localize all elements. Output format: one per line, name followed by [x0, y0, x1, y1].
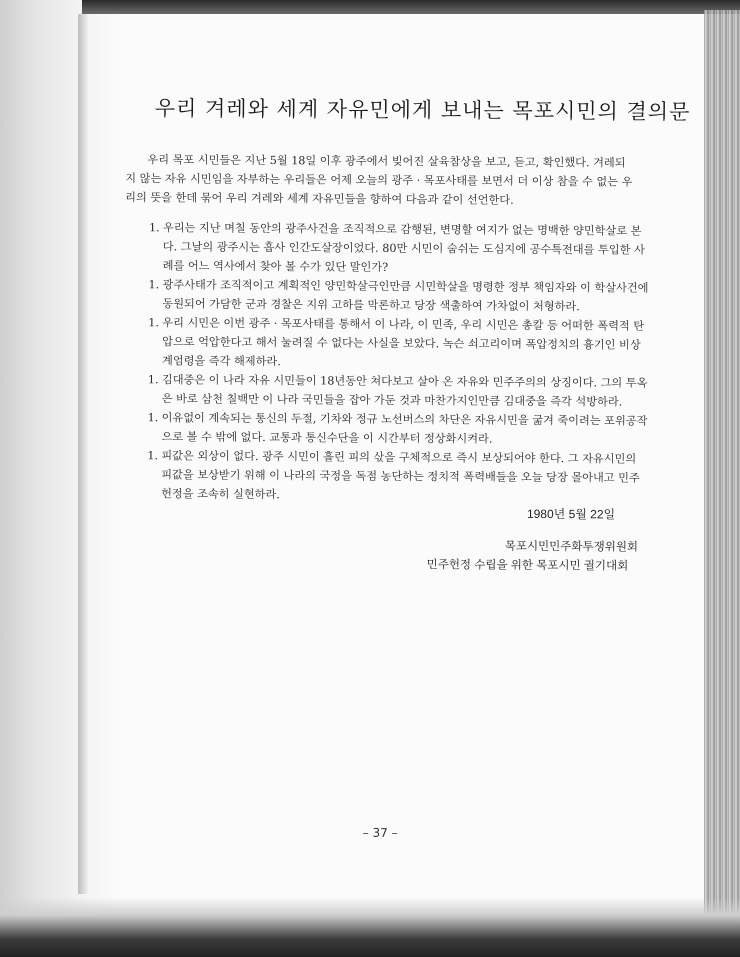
top-scan-edge [82, 0, 740, 14]
item-text: 우리 시민은 이번 광주 · 목포사태를 통해서 이 나라, 이 민족, 우리 시민은 총칼 등 어떠한 폭력적 탄압으로 억압한다고 해서 눌려질 수 없다는 사실을 보았다. 녹슨 쇠고리이며 폭압정치의 흉기인 비상계엄령을 즉각 해제하라. [161, 316, 645, 369]
page-edges [704, 10, 740, 950]
item-text: 피값은 외상이 없다. 광주 시민이 흘린 피의 삯을 구체적으로 즉시 보상되어야 한다. 그 자유시민의 피값을 보상받기 위해 이 나라의 국정을 독점 농단하는 정치적 폭력배들을 오늘 당장 몰아내고 민주헌정을 조속히 실현하라. [161, 449, 640, 502]
resolution-item [147, 408, 647, 449]
resolution-item [148, 313, 648, 373]
item-text: 광주사태가 조직적이고 계획적인 양민학살극인만큼 시민학살을 명령한 정부 책임자와 이 학살사건에 동원되어 가담한 군과 경찰은 지위 고하를 막론하고 당장 색출하여 가차없이 처형하라. [162, 278, 649, 314]
item-text: 이유없이 계속되는 통신의 두절, 기차와 정규 노선버스의 차단은 자유시민을 굶겨 죽이려는 포위공작으로 볼 수 밖에 없다. 교통과 통신수단을 이 시간부터 정상화시켜라. [161, 411, 648, 446]
item-text: 김대중은 이 나라 자유 시민들이 18년동안 쳐다보고 살아 온 자유와 민주주의의 상징이다. 그의 투옥은 바로 삼천 칠백만 이 나라 국민들을 잡아 가둔 것과 마찬가지인만큼 김대중을 즉각 석방하라. [161, 373, 648, 409]
bottom-scan-edge [0, 897, 740, 957]
resolution-list [147, 218, 649, 506]
item-number: 1. [148, 221, 160, 235]
item-number: 1. [147, 449, 159, 463]
item-number: 1. [147, 411, 159, 425]
item-number: 1. [148, 278, 160, 292]
item-number: 1. [147, 373, 159, 387]
item-number: 1. [148, 316, 160, 330]
item-text: 우리는 지난 며칠 동안의 광주사건을 조직적으로 감행된, 변명할 여지가 없는 명백한 양민학살로 본다. 그날의 광주시는 흡사 인간도살장이었다. 80만 시민이 숨쉬는 도심지에 공수특전대를 투입한 사례를 어느 역사에서 찾아 볼 수가 있단 말인가? [162, 221, 645, 274]
left-page-shadow [0, 0, 120, 957]
document-page [115, 80, 691, 864]
resolution-item [148, 370, 648, 411]
page-number: – 37 – [362, 825, 398, 840]
document-title: 우리 겨레와 세계 자유민에게 보내는 목포시민의 결의문 [154, 96, 691, 124]
signatory-rally: 민주헌정 수립을 위한 목포시민 궐기대회 [426, 559, 629, 573]
resolution-item [149, 218, 649, 278]
resolution-item [147, 446, 647, 506]
resolution-item [148, 275, 648, 316]
document-date: 1980년 5월 22일 [526, 506, 616, 522]
book-gutter [78, 14, 88, 894]
intro-paragraph: 우리 목포 시민들은 지난 5월 18일 이후 광주에서 빚어진 살육참상을 보고, 듣고, 확인했다. 겨레되지 않는 자유 시민임을 자부하는 우리들은 어제 오늘의 광주 · 목포사태를 보면서 더 이상 참을 수 없는 우리의 뜻을 한데 묶어 우리 겨레와 세계 자유민들을 향하여 다음과 같이 선언한다. [125, 153, 633, 207]
signatory-committee: 목포시민민주화투쟁위원회 [504, 540, 639, 554]
